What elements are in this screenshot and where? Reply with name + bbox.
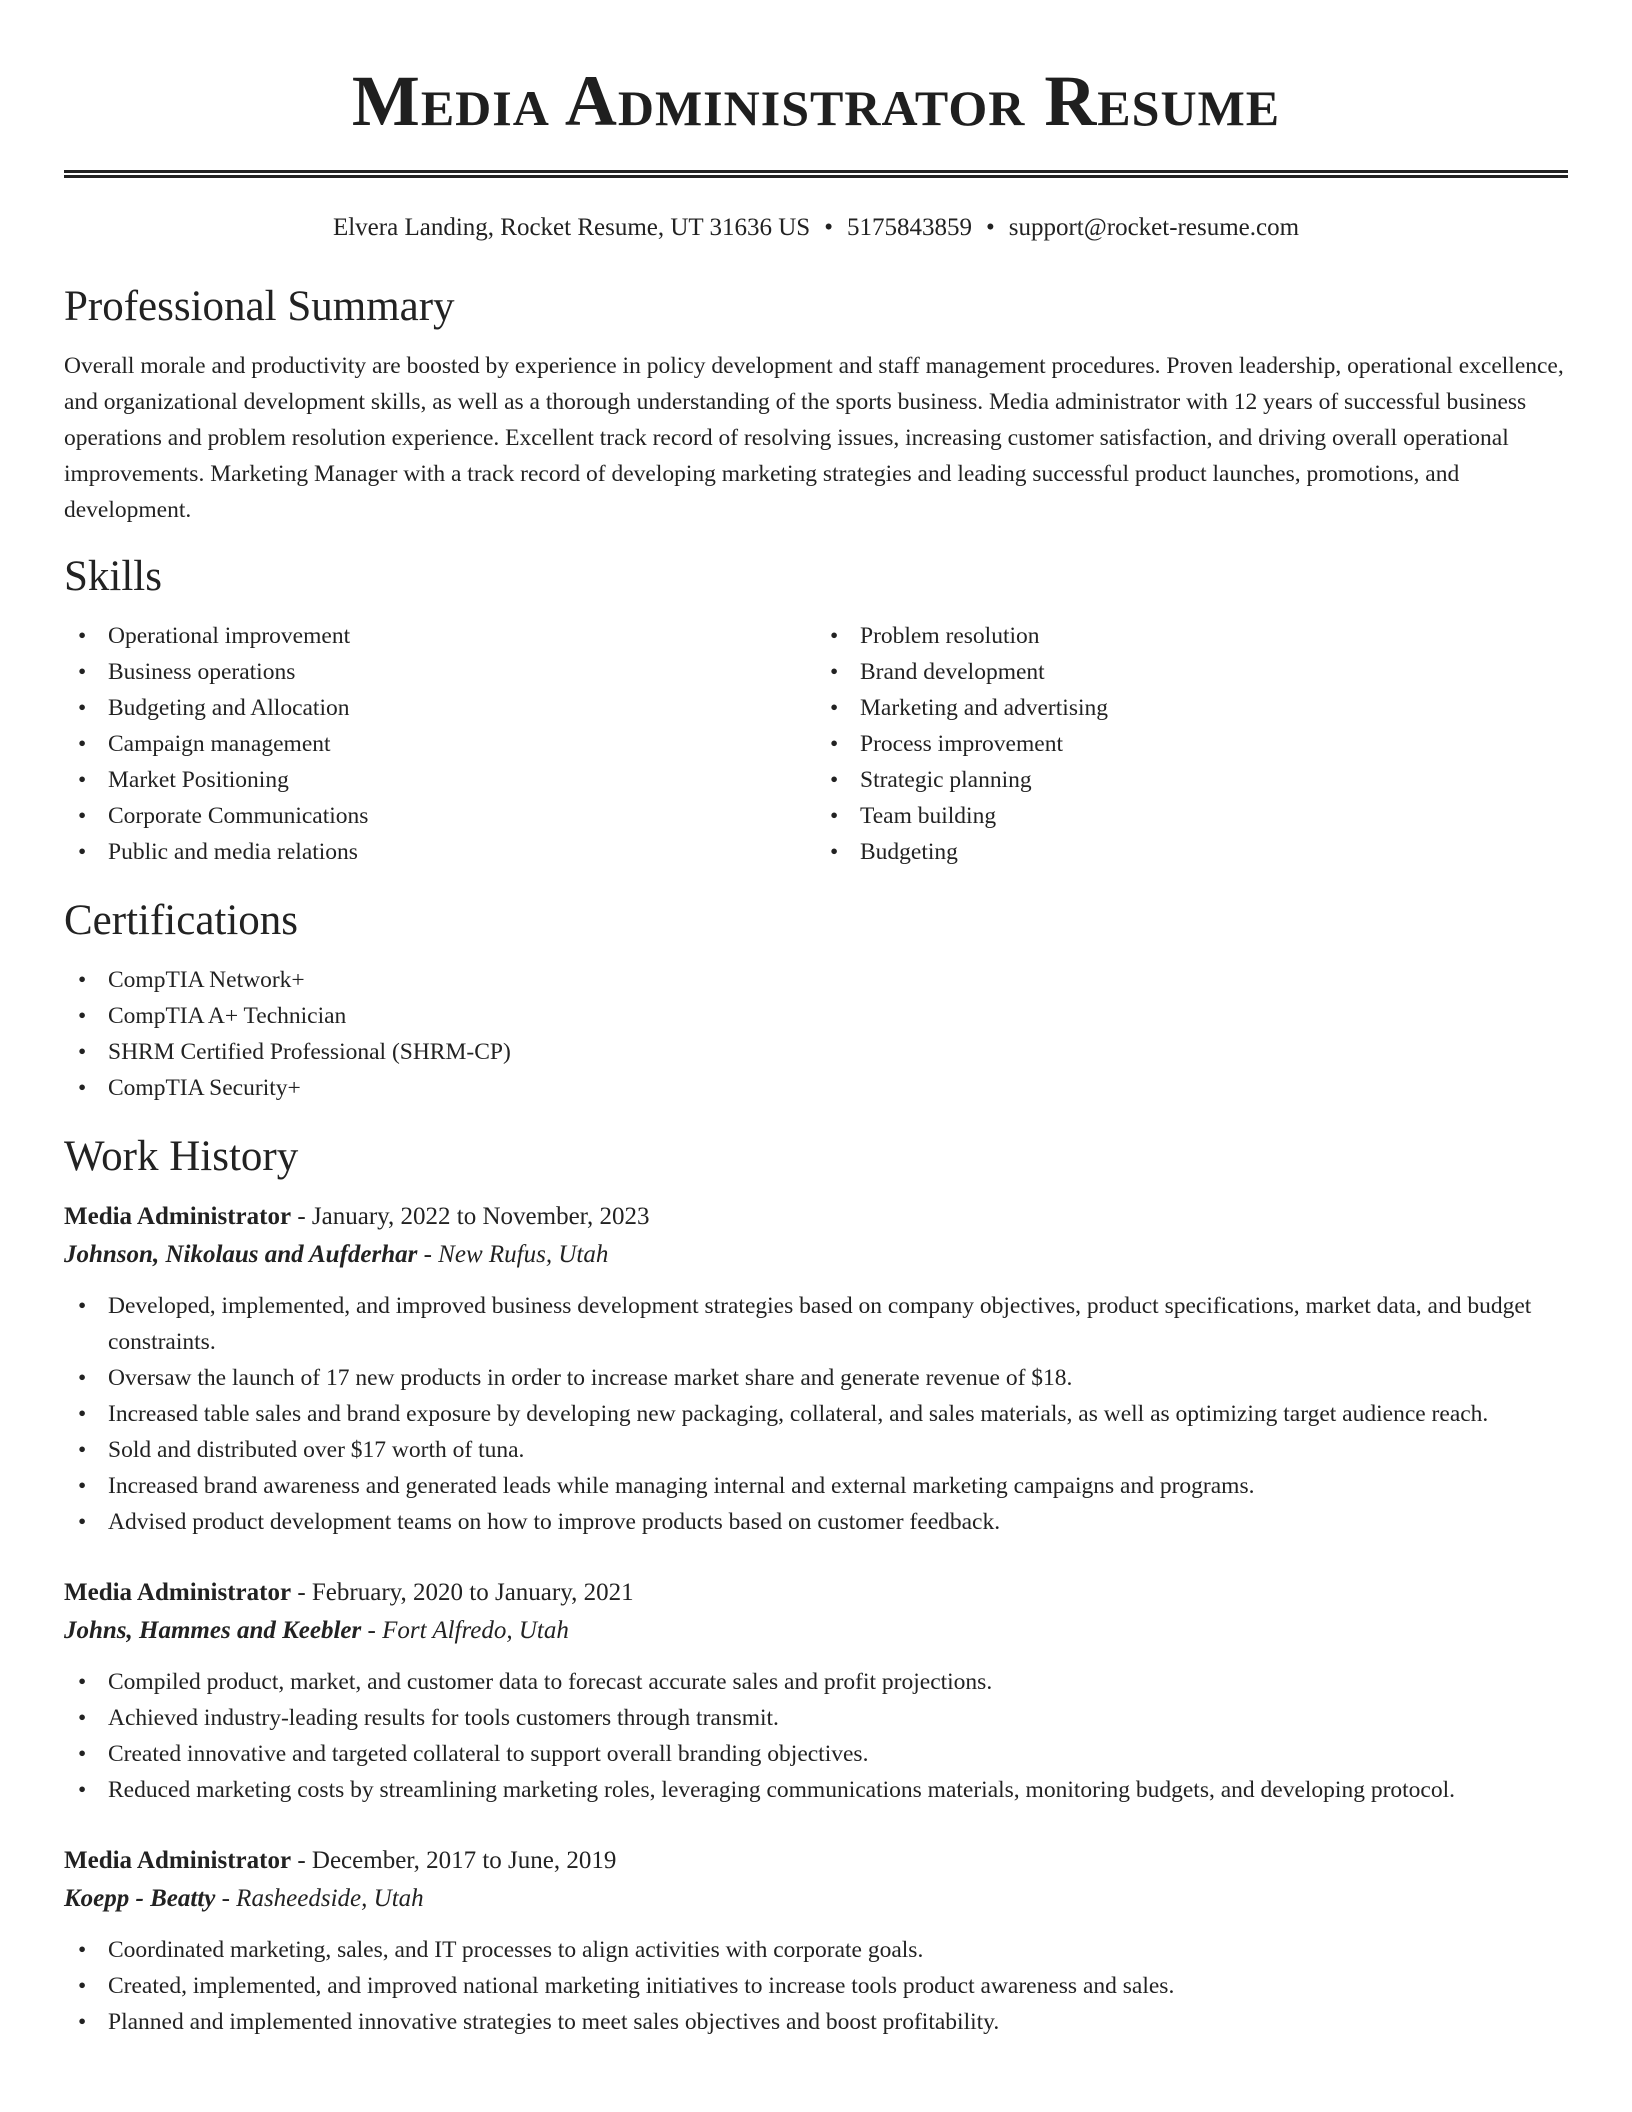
job-company: Koepp - Beatty: [64, 1885, 216, 1912]
job-company: Johns, Hammes and Keebler: [64, 1617, 362, 1644]
job-duty: • Oversaw the launch of 17 new products in order to increase market share and generate revenue of $18.: [64, 1360, 1568, 1396]
skills-section: [64, 552, 1568, 870]
page-title: Media Administrator Resume: [351, 61, 1281, 141]
certifications-section: [64, 896, 1568, 1106]
skills-list-right: [816, 618, 1568, 870]
job-duty: • Developed, implemented, and improved business development strategies based on company objectives, product specifications, market data, and budget constraints.: [64, 1288, 1568, 1360]
job-location: - New Rufus, Utah: [417, 1241, 609, 1268]
skill-item: • Public and media relations: [64, 834, 816, 870]
certification-item: • CompTIA A+ Technician: [64, 998, 1568, 1034]
job-duty: • Coordinated marketing, sales, and IT processes to align activities with corporate goals.: [64, 1932, 1568, 1968]
skill-item: • Market Positioning: [64, 762, 816, 798]
job-dates: - February, 2020 to January, 2021: [291, 1579, 634, 1606]
skill-item: • Marketing and advertising: [816, 690, 1568, 726]
job-duty: • Increased table sales and brand exposure by developing new packaging, collateral, and sales materials, as well as optimizing target audience reach.: [64, 1396, 1568, 1432]
job-title-line: [64, 1574, 1568, 1612]
job-title-line: [64, 1842, 1568, 1880]
job-company-line: [64, 1236, 1568, 1274]
job-duty: • Advised product development teams on how to improve products based on customer feedback.: [64, 1504, 1568, 1540]
job-location: - Fort Alfredo, Utah: [361, 1617, 569, 1644]
job-duty: • Created, implemented, and improved national marketing initiatives to increase tools product awareness and sales.: [64, 1968, 1568, 2004]
skill-item: • Campaign management: [64, 726, 816, 762]
summary-section: [64, 282, 1568, 528]
certifications-list: [64, 962, 1568, 1106]
job-duty: • Increased brand awareness and generated leads while managing internal and external marketing campaigns and programs.: [64, 1468, 1568, 1504]
job-company-line: [64, 1612, 1568, 1650]
contact-line: [64, 212, 1568, 244]
skill-item: • Corporate Communications: [64, 798, 816, 834]
job-location: - Rasheedside, Utah: [215, 1885, 424, 1912]
job-duty: • Sold and distributed over $17 worth of tuna.: [64, 1432, 1568, 1468]
skills-columns: [64, 618, 1568, 870]
contact-address: Elvera Landing, Rocket Resume, UT 31636 US: [332, 214, 811, 241]
title-divider: [64, 170, 1568, 178]
job-entry: [64, 1574, 1568, 1808]
job-duty: • Compiled product, market, and customer data to forecast accurate sales and profit projections.: [64, 1664, 1568, 1700]
certification-item: • CompTIA Security+: [64, 1070, 1568, 1106]
skill-item: • Budgeting and Allocation: [64, 690, 816, 726]
skill-item: • Process improvement: [816, 726, 1568, 762]
job-title-line: [64, 1198, 1568, 1236]
certifications-heading: Certifications: [64, 897, 299, 944]
certification-item: • SHRM Certified Professional (SHRM-CP): [64, 1034, 1568, 1070]
job-entry: [64, 1842, 1568, 2040]
job-duty: • Created innovative and targeted collateral to support overall branding objectives.: [64, 1736, 1568, 1772]
job-duty: • Planned and implemented innovative strategies to meet sales objectives and boost profitability.: [64, 2004, 1568, 2040]
skill-item: • Brand development: [816, 654, 1568, 690]
job-duties-list: [64, 1288, 1568, 1540]
summary-text: Overall morale and productivity are boosted by experience in policy development and staff management procedures. Proven leadership, operational excellence, and organizational development skills, as well as a thorough understanding of the sports business. Media administrator with 12 years of successful business operations and problem resolution experience. Excellent track record of resolving issues, increasing customer satisfaction, and driving overall operational improvements. Marketing Manager with a track record of developing marketing strategies and leading successful product launches, promotions, and development.: [64, 353, 1564, 523]
work-history-heading: Work History: [64, 1133, 299, 1180]
contact-phone: 5175843859: [846, 214, 972, 241]
job-title: Media Administrator: [64, 1203, 292, 1230]
skills-heading: Skills: [64, 553, 162, 600]
skill-item: • Problem resolution: [816, 618, 1568, 654]
job-company-line: [64, 1880, 1568, 1918]
job-entry: [64, 1198, 1568, 1540]
job-duty: • Achieved industry-leading results for tools customers through transmit.: [64, 1700, 1568, 1736]
skill-item: • Budgeting: [816, 834, 1568, 870]
job-dates: - December, 2017 to June, 2019: [291, 1847, 617, 1874]
job-title: Media Administrator: [64, 1579, 292, 1606]
contact-email: support@rocket-resume.com: [1008, 214, 1300, 241]
contact-separator: •: [985, 214, 995, 241]
contact-separator: •: [824, 214, 833, 241]
job-dates: - January, 2022 to November, 2023: [291, 1203, 650, 1230]
skill-item: • Business operations: [64, 654, 816, 690]
job-duty: • Reduced marketing costs by streamlining marketing roles, leveraging communications materials, monitoring budgets, and developing protocol.: [64, 1772, 1568, 1808]
job-duties-list: [64, 1932, 1568, 2040]
job-duties-list: [64, 1664, 1568, 1808]
job-company: Johnson, Nikolaus and Aufderhar: [64, 1241, 418, 1268]
certification-item: • CompTIA Network+: [64, 962, 1568, 998]
skill-item: • Team building: [816, 798, 1568, 834]
skill-item: • Strategic planning: [816, 762, 1568, 798]
skill-item: • Operational improvement: [64, 618, 816, 654]
summary-heading: Professional Summary: [64, 283, 455, 330]
skills-list-left: [64, 618, 816, 870]
job-title: Media Administrator: [64, 1847, 292, 1874]
work-history-section: [64, 1132, 1568, 2040]
